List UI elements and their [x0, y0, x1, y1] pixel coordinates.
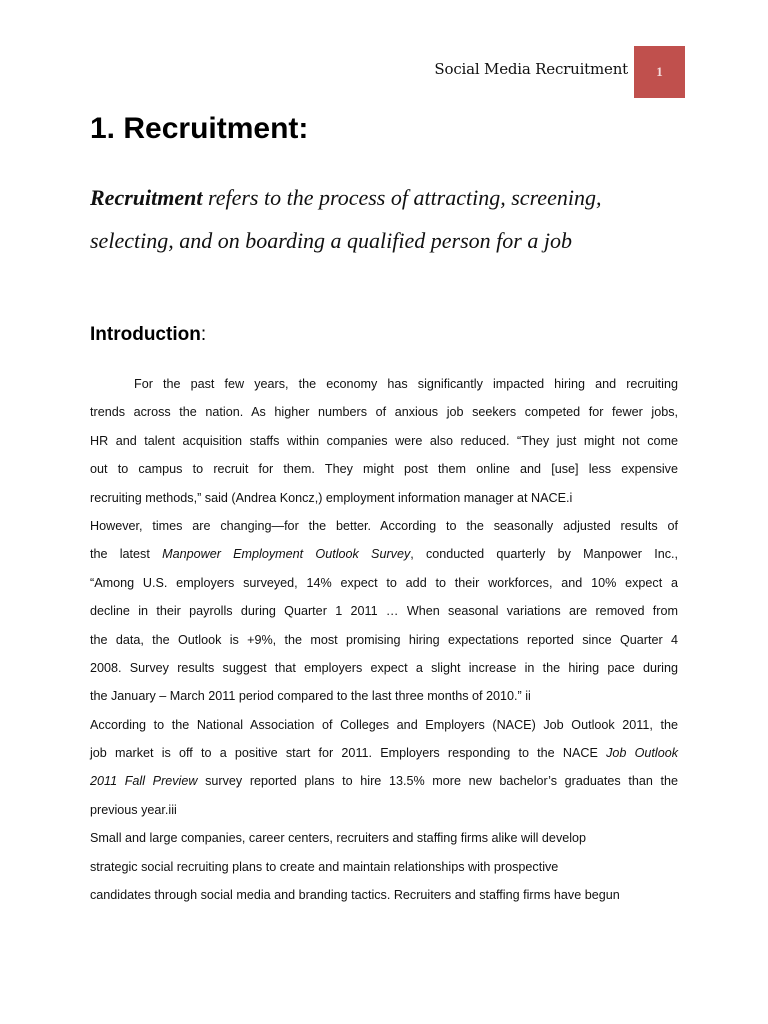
body-line: “Among U.S. employers surveyed, 14% expect to add to their workforces, and 10% expect a	[90, 575, 678, 590]
body-line: trends across the nation. As higher numbers of anxious job seekers competed for fewer jobs,	[90, 405, 678, 420]
report-title: 2011 Fall Preview	[90, 774, 198, 789]
introduction-heading-colon: :	[200, 324, 207, 345]
recruitment-definition	[90, 176, 650, 262]
body-line: HR and talent acquisition staffs within companies were also reduced. “They just might not come	[90, 433, 678, 448]
body-line: candidates through social media and branding tactics. Recruiters and staffing firms have begun	[90, 888, 620, 903]
body-line	[90, 767, 678, 795]
body-line: For the past few years, the economy has significantly impacted hiring and recruiting	[134, 377, 678, 391]
page-number-badge	[634, 46, 685, 98]
body-line: Small and large companies, career centers, recruiters and staffing firms alike will develop	[90, 831, 587, 846]
introduction-body	[90, 370, 678, 909]
body-line	[90, 540, 678, 568]
section-heading: 1. Recruitment:	[90, 112, 309, 145]
body-line: However, times are changing—for the better. According to the seasonally adjusted results of	[90, 518, 678, 533]
body-line: decline in their payrolls during Quarter 1 2011 … When seasonal variations are removed from	[90, 604, 678, 619]
body-line: previous year.iii	[90, 802, 177, 817]
survey-title: Manpower Employment Outlook Survey	[162, 547, 411, 562]
body-line: strategic social recruiting plans to create and maintain relationships with prospective	[90, 859, 559, 874]
body-line: 2008. Survey results suggest that employers expect a slight increase in the hiring pace during	[90, 660, 678, 675]
definition-text: refers to the process of attracting, screening,	[202, 185, 602, 210]
report-title: Job Outlook	[606, 746, 678, 761]
body-text: the latest	[90, 547, 163, 562]
definition-line-2: selecting, and on boarding a qualified person for a job	[90, 228, 572, 253]
body-line: recruiting methods,” said (Andrea Koncz,) employment information manager at NACE.i	[90, 490, 573, 505]
body-line: According to the National Association of Colleges and Employers (NACE) Job Outlook 2011, the	[90, 717, 678, 732]
body-line: out to campus to recruit for them. They might post them online and [use] less expensive	[90, 462, 678, 477]
body-text: , conducted quarterly by Manpower Inc.,	[410, 547, 678, 562]
body-line: the data, the Outlook is +9%, the most promising hiring expectations reported since Quarter 4	[90, 632, 678, 647]
body-text: job market is off to a positive start for 2011. Employers responding to the NACE	[90, 746, 607, 761]
body-text: survey reported plans to hire 13.5% more new bachelor’s graduates than the	[197, 774, 678, 789]
definition-line-1	[90, 176, 650, 219]
running-header-title: Social Media Recruitment	[434, 60, 628, 78]
body-line: the January – March 2011 period compared to the last three months of 2010.” ii	[90, 689, 531, 704]
page-number: 1	[656, 64, 663, 79]
introduction-heading	[90, 324, 206, 346]
definition-term: Recruitment	[90, 185, 203, 210]
body-line	[90, 739, 678, 767]
introduction-heading-text: Introduction	[90, 324, 201, 345]
